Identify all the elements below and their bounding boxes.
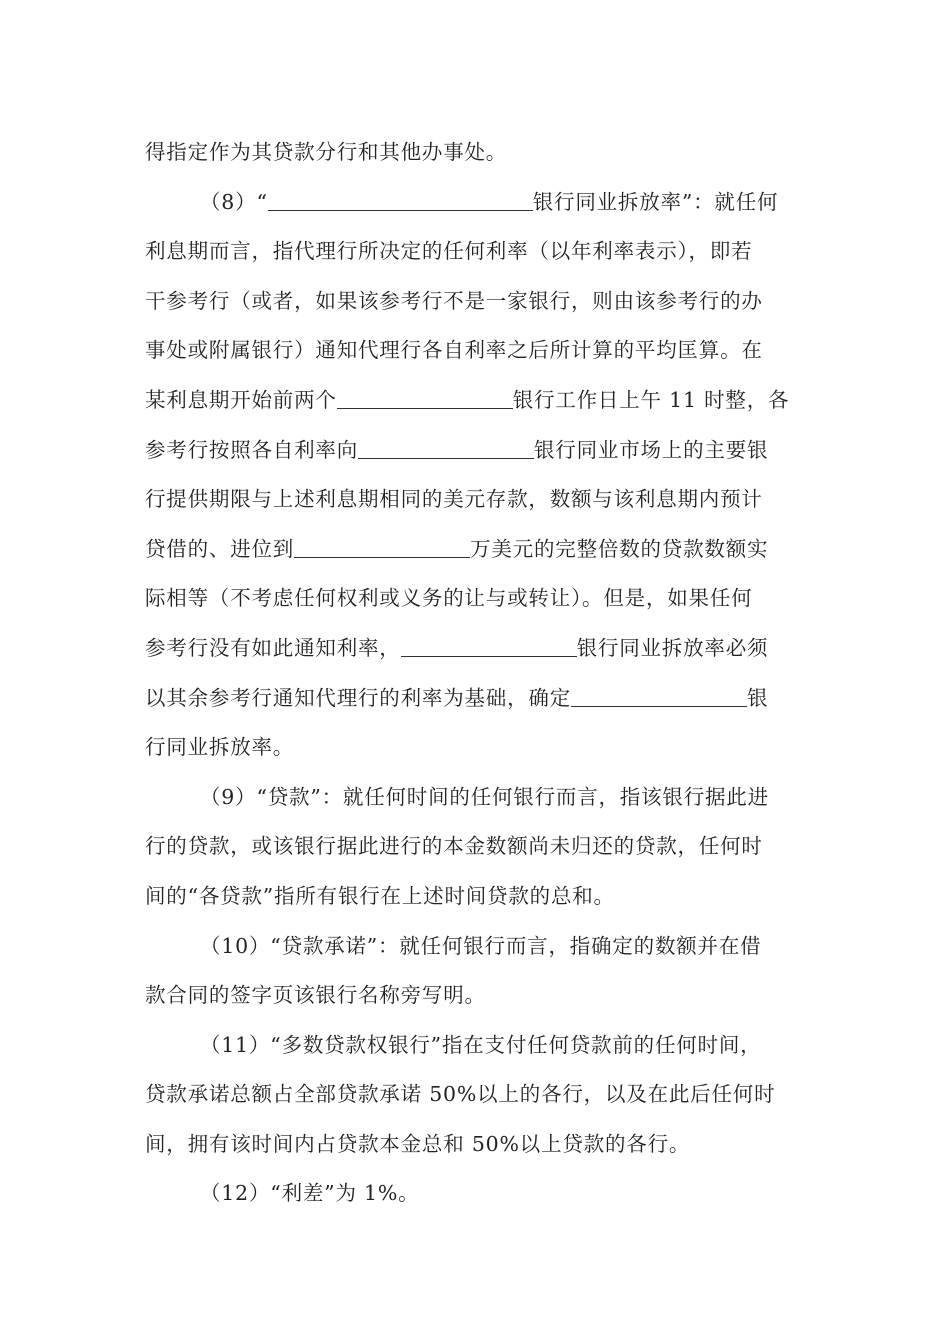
text-run: 银 — [747, 685, 769, 710]
text-run: 得指定作为其贷款分行和其他办事处。 — [145, 140, 508, 164]
document-body — [145, 128, 810, 1219]
text-line — [145, 128, 810, 178]
text-line — [145, 277, 810, 327]
text-line — [145, 773, 810, 823]
text-line — [145, 1070, 810, 1120]
text-run: 以其余参考行通知代理行的利率为基础，确定 — [145, 685, 571, 710]
text-run: 某利息期开始前两个 — [145, 387, 337, 412]
text-run: （12）“利差”为 1%。 — [200, 1181, 420, 1206]
text-line — [145, 1021, 810, 1071]
text-run: 干参考行（或者，如果该参考行不是一家银行，则由该参考行的办 — [145, 288, 763, 313]
fill-in-blank — [571, 686, 747, 707]
text-run: 银行同业拆放率”：就任何 — [532, 189, 779, 214]
text-run: （9）“贷款”：就任何时间的任何银行而言，指该银行据此进 — [200, 784, 769, 809]
text-run: 银行工作日上午 11 时整，各 — [512, 387, 790, 412]
text-run: 贷借的、进位到 — [145, 536, 295, 561]
text-line — [145, 178, 810, 228]
text-run: （8）“ — [200, 189, 268, 214]
paragraph-continuation — [145, 128, 810, 178]
fill-in-blank — [268, 190, 533, 211]
text-run: 银行同业拆放率必须 — [576, 635, 769, 660]
text-run: 万美元的完整倍数的贷款数额实 — [470, 536, 769, 561]
paragraph-11 — [145, 1021, 810, 1170]
text-run: 参考行没有如此通知利率， — [145, 635, 401, 660]
fill-in-blank — [358, 438, 534, 459]
text-line — [145, 525, 810, 575]
text-line — [145, 971, 810, 1021]
text-run: 参考行按照各自利率向 — [145, 437, 358, 462]
text-line — [145, 624, 810, 674]
paragraph-10 — [145, 922, 810, 1021]
text-run: 行同业拆放率。 — [145, 735, 295, 760]
text-line — [145, 326, 810, 376]
text-line — [145, 1120, 810, 1170]
text-run: 际相等（不考虑任何权利或义务的让与或转让）。但是，如果任何 — [145, 586, 753, 611]
text-run: 间的“各贷款”指所有银行在上述时间贷款的总和。 — [145, 883, 615, 908]
text-run: 款合同的签字页该银行名称旁写明。 — [145, 983, 486, 1008]
text-line — [145, 574, 810, 624]
paragraph-12 — [145, 1169, 810, 1219]
text-line — [145, 1169, 810, 1219]
text-line — [145, 872, 810, 922]
text-run: 行的贷款，或该银行据此进行的本金数额尚未归还的贷款，任何时 — [145, 834, 763, 859]
text-run: 利息期而言，指代理行所决定的任何利率（以年利率表示），即若 — [145, 239, 753, 264]
text-line — [145, 376, 810, 426]
text-line — [145, 674, 810, 724]
fill-in-blank — [401, 636, 577, 657]
text-run: 间，拥有该时间内占贷款本金总和 50%以上贷款的各行。 — [145, 1131, 691, 1156]
text-line — [145, 822, 810, 872]
text-run: 银行同业市场上的主要银 — [534, 437, 769, 462]
fill-in-blank — [294, 537, 470, 558]
text-run: 行提供期限与上述利息期相同的美元存款，数额与该利息期内预计 — [145, 487, 763, 512]
paragraph-8 — [145, 178, 810, 773]
text-run: （11）“多数贷款权银行”指在支付任何贷款前的任何时间， — [200, 1032, 762, 1057]
text-line — [145, 723, 810, 773]
text-run: （10）“贷款承诺”：就任何银行而言，指确定的数额并在借 — [200, 933, 762, 958]
text-run: 事处或附属银行）通知代理行各自利率之后所计算的平均匡算。在 — [145, 338, 763, 363]
paragraph-9 — [145, 773, 810, 922]
text-run: 贷款承诺总额占全部贷款承诺 50%以上的各行，以及在此后任何时 — [145, 1082, 776, 1107]
text-line — [145, 426, 810, 476]
text-line — [145, 475, 810, 525]
text-line — [145, 922, 810, 972]
fill-in-blank — [337, 388, 513, 409]
text-line — [145, 227, 810, 277]
